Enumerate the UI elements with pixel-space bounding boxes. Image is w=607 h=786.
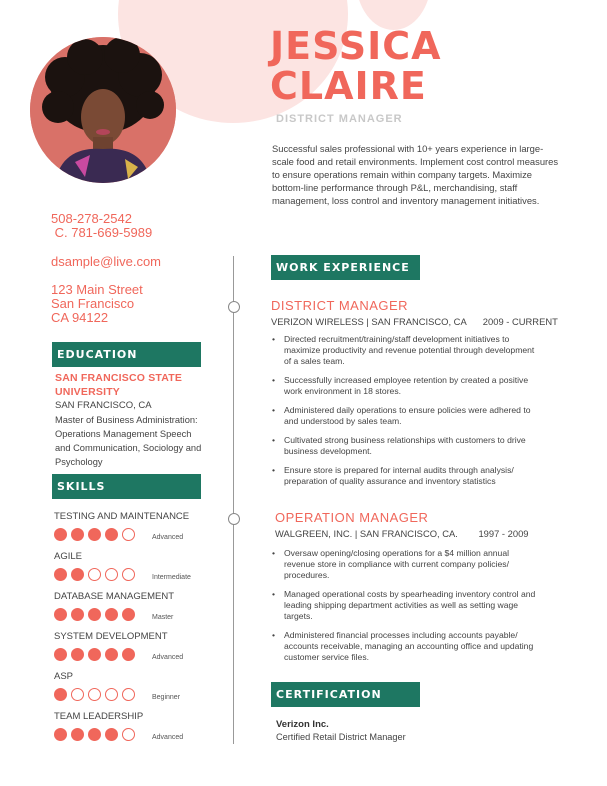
skill-level: Advanced [152, 734, 184, 741]
skill-rating [54, 686, 139, 704]
candidate-role: DISTRICT MANAGER [276, 113, 403, 125]
skill-item [54, 671, 224, 701]
phone-number: 508-278-2542 [51, 211, 132, 226]
rating-dot-filled [122, 648, 135, 661]
skill-rating [54, 646, 139, 664]
job-bullet: • Administered daily operations to ensure policies were adhered to and understood by sales team. [272, 405, 538, 427]
education-degree: Master of Business Administration: Operations Management Speech and Communication, Sociology and Psychology [55, 415, 202, 467]
email-address: dsample@live.com [51, 254, 162, 269]
rating-dot-empty [105, 568, 118, 581]
work-experience-heading: WORK EXPERIENCE [271, 255, 420, 280]
rating-dot-filled [88, 728, 101, 741]
rating-dot-filled [71, 648, 84, 661]
first-name: JESSICA [270, 24, 442, 68]
job-2-dates: 1997 - 2009 [478, 528, 529, 539]
rating-dot-filled [105, 608, 118, 621]
skill-rating [54, 526, 139, 544]
rating-dot-filled [88, 608, 101, 621]
rating-dot-filled [71, 528, 84, 541]
rating-dot-filled [105, 648, 118, 661]
rating-dot-filled [54, 648, 67, 661]
skill-name: SYSTEM DEVELOPMENT [54, 631, 168, 642]
rating-dot-filled [88, 648, 101, 661]
timeline-dot-job-1 [228, 301, 240, 313]
job-bullet: • Ensure store is prepared for internal audits through analysis/ preparation of quality assurance and inventory statistics [272, 465, 538, 487]
skill-item [54, 551, 224, 581]
job-bullet: • Directed recruitment/training/staff development initiatives to maximize productivity and revenue potential through development of a sales team. [272, 334, 538, 367]
rating-dot-empty [122, 728, 135, 741]
skill-name: TESTING AND MAINTENANCE [54, 511, 190, 522]
rating-dot-filled [105, 728, 118, 741]
profile-photo [30, 37, 176, 183]
rating-dot-filled [88, 528, 101, 541]
job-1-meta [271, 316, 558, 327]
timeline-dot-job-2 [228, 513, 240, 525]
skill-rating [54, 606, 139, 624]
rating-dot-filled [71, 608, 84, 621]
address-line-3: CA 94122 [51, 310, 109, 325]
rating-dot-empty [122, 528, 135, 541]
address-line-1: 123 Main Street [51, 282, 143, 297]
skill-name: DATABASE MANAGEMENT [54, 591, 174, 602]
rating-dot-empty [71, 688, 84, 701]
job-bullet: • Successfully increased employee retention by created a positive work environment in 18 stores. [272, 375, 538, 397]
job-1-company: VERIZON WIRELESS | SAN FRANCISCO, CA [271, 316, 467, 327]
job-bullet: • Oversaw opening/closing operations for a $4 million annual revenue store in compliance with current company policies/ procedures. [272, 548, 538, 581]
rating-dot-filled [54, 568, 67, 581]
job-bullet: • Cultivated strong business relationships with customers to drive business development. [272, 435, 538, 457]
skill-name: ASP [54, 671, 74, 682]
skill-level: Master [152, 614, 174, 621]
job-1-bullets [272, 334, 538, 487]
skills-heading: SKILLS [52, 474, 201, 499]
profile-summary: Successful sales professional with 10+ years experience in large-scale food and retail environments. Implement cost control measures to ensure operations remain within company targets. Maximize bottom-line performance through P&L, merchandising, staff management, loss control and inventory management initiatives. [272, 143, 559, 206]
rating-dot-empty [105, 688, 118, 701]
skill-item [54, 711, 224, 741]
rating-dot-empty [122, 688, 135, 701]
certification-name: Verizon Inc. [276, 719, 329, 730]
last-name: CLAIRE [270, 64, 427, 108]
candidate-name [270, 26, 442, 106]
rating-dot-filled [71, 728, 84, 741]
job-1-dates: 2009 - CURRENT [482, 316, 558, 327]
skill-rating [54, 566, 139, 584]
certification-heading: CERTIFICATION [271, 682, 420, 707]
contact-phones [51, 212, 152, 240]
job-2-bullets [272, 548, 538, 663]
rating-dot-empty [122, 568, 135, 581]
skill-item [54, 591, 224, 621]
skill-level: Advanced [152, 654, 184, 661]
cell-number: C. 781-669-5989 [51, 225, 153, 240]
contact-address [51, 283, 143, 325]
rating-dot-filled [54, 728, 67, 741]
education-school: SAN FRANCISCO STATE UNIVERSITY [55, 372, 183, 398]
timeline-line [233, 256, 234, 744]
rating-dot-empty [88, 688, 101, 701]
rating-dot-filled [71, 568, 84, 581]
rating-dot-filled [122, 608, 135, 621]
rating-dot-filled [54, 528, 67, 541]
rating-dot-filled [54, 608, 67, 621]
skill-level: Beginner [152, 694, 181, 701]
job-2-meta [275, 528, 529, 539]
job-bullet: • Managed operational costs by spearheading inventory control and leading shipping department activities as well as setting wage targets. [272, 589, 538, 622]
job-2-company: WALGREEN, INC. | SAN FRANCISCO, CA. [275, 528, 458, 539]
skill-level: Advanced [152, 534, 184, 541]
job-bullet: • Administered financial processes including accounts payable/ accounts receivable, managing an accounting office and updating customer service files. [272, 630, 538, 663]
education-location: SAN FRANCISCO, CA [55, 400, 152, 411]
skill-rating [54, 726, 139, 744]
skill-item [54, 631, 224, 661]
job-2-title: OPERATION MANAGER [275, 510, 429, 525]
rating-dot-filled [105, 528, 118, 541]
skill-name: TEAM LEADERSHIP [54, 711, 144, 722]
certification-description: Certified Retail District Manager [276, 732, 406, 742]
education-heading: EDUCATION [52, 342, 201, 367]
rating-dot-filled [54, 688, 67, 701]
skill-level: Intermediate [152, 574, 191, 581]
job-1-title: DISTRICT MANAGER [271, 298, 409, 313]
address-line-2: San Francisco [51, 296, 135, 311]
skill-name: AGILE [54, 551, 82, 562]
skill-item [54, 511, 224, 541]
contact-email [51, 255, 161, 269]
rating-dot-empty [88, 568, 101, 581]
